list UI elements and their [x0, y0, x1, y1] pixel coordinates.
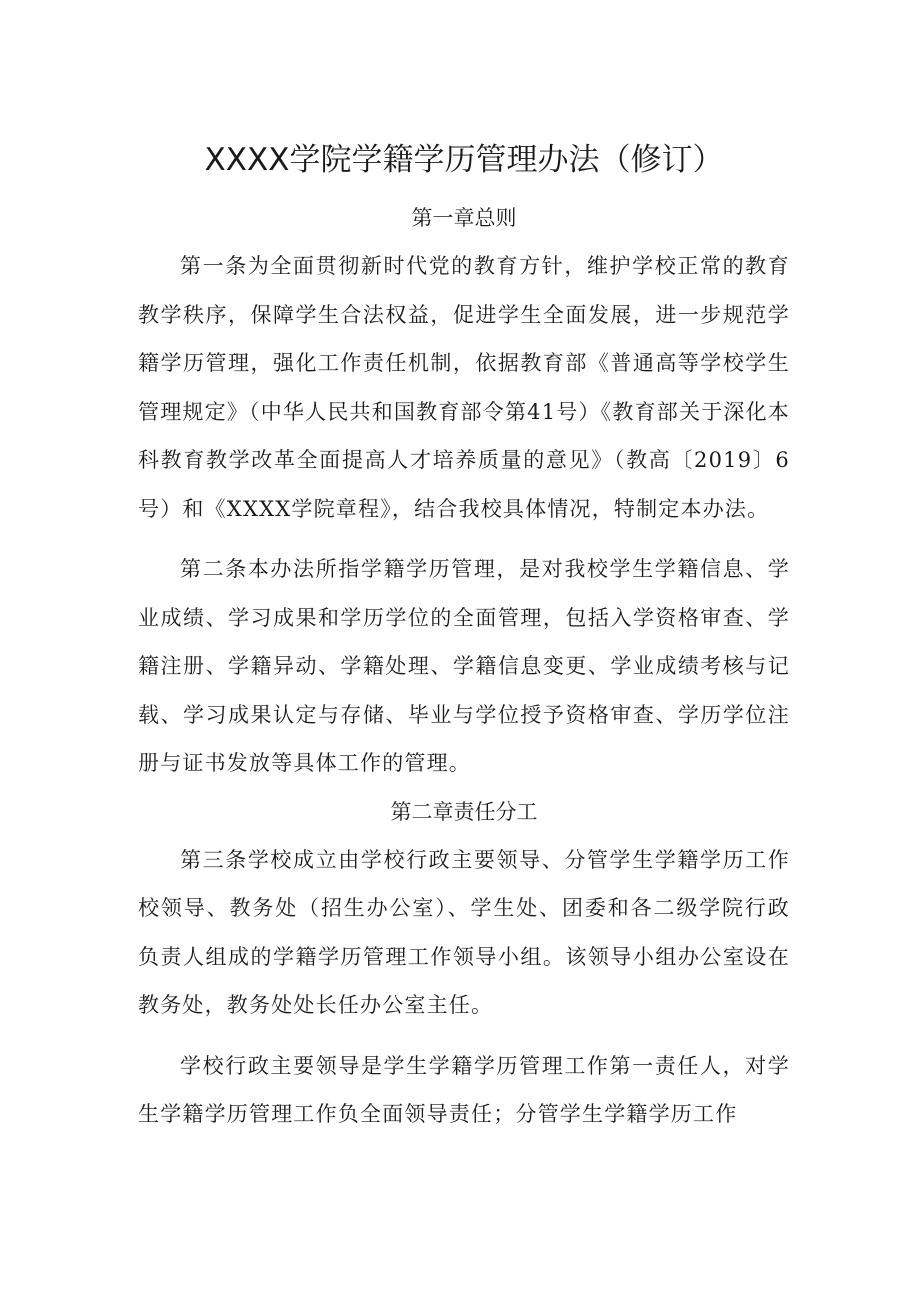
paragraph-article-2: 第二条本办法所指学籍学历管理，是对我校学生学籍信息、学业成绩、学习成果和学历学位的全面管理，包括入学资格审查、学籍注册、学籍异动、学籍处理、学籍信息变更、学业成绩考核与记载、学习成果认定与存储、毕业与学位授予资格审查、学历学位注册与证书发放等具体工作的管理。: [138, 557, 790, 775]
paragraph-article-1: 第一条为全面贯彻新时代党的教育方针，维护学校正常的教育教学秩序，保障学生合法权益，促进学生全面发展，进一步规范学籍学历管理，强化工作责任机制，依据教育部《普通高等学校学生管理规定》（中华人民共和国教育部令第41号）《教育部关于深化本科教育教学改革全面提高人才培养质量的意见》（教高〔2019〕6号）和《XXXX学院章程》，结合我校具体情况，特制定本办法。: [138, 254, 790, 521]
chapter-heading-1: 第一章总则: [411, 206, 517, 230]
paragraph-responsibility: 学校行政主要领导是学生学籍学历管理工作第一责任人，对学生学籍学历管理工作负全面领导责任；分管学生学籍学历工作: [138, 1053, 790, 1126]
paragraph-article-3: 第三条学校成立由学校行政主要领导、分管学生学籍学历工作校领导、教务处（招生办公室）、学生处、团委和各二级学院行政负责人组成的学籍学历管理工作领导小组。该领导小组办公室设在教务处，教务处处长任办公室主任。: [138, 847, 790, 1017]
document-title: XXXX学院学籍学历管理办法（修订）: [204, 142, 724, 178]
document-page: [138, 132, 790, 1139]
chapter-heading-2: 第二章责任分工: [390, 799, 538, 824]
